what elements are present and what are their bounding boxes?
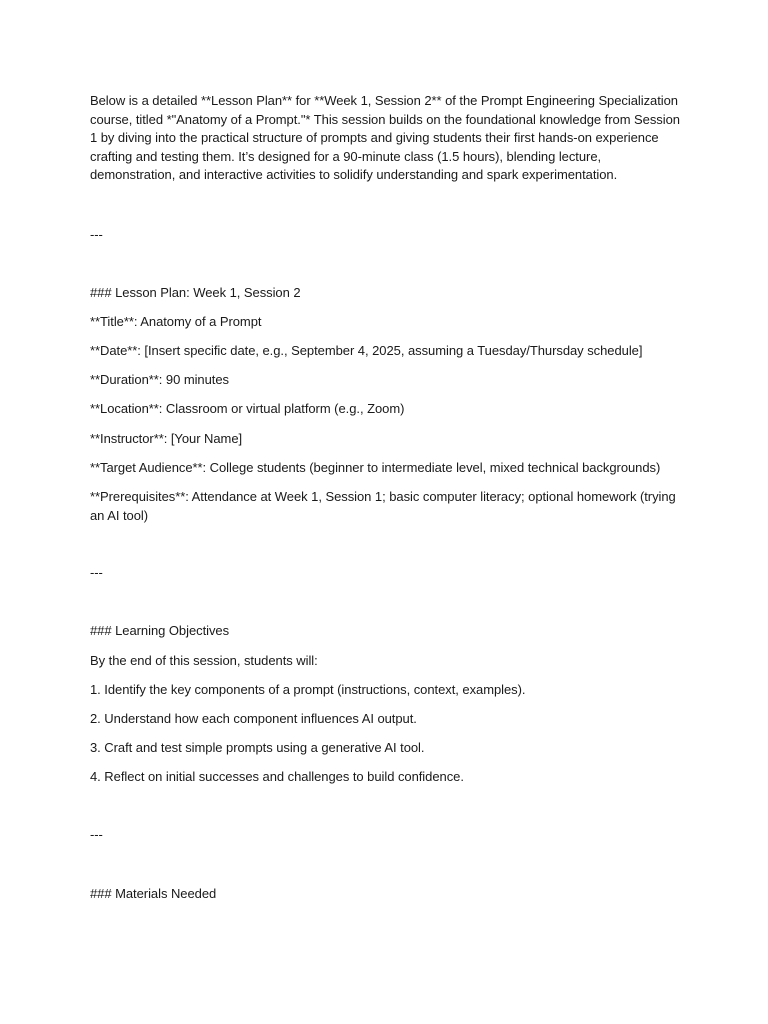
lesson-duration-field: **Duration**: 90 minutes (90, 372, 229, 387)
separator-3: --- (90, 827, 103, 842)
lesson-location-field: **Location**: Classroom or virtual platform (e.g., Zoom) (90, 401, 405, 416)
objective-item: 4. Reflect on initial successes and challenges to build confidence. (90, 769, 464, 784)
lesson-instructor-field: **Instructor**: [Your Name] (90, 431, 243, 446)
lesson-title-field: **Title**: Anatomy of a Prompt (90, 314, 262, 329)
objective-item: 3. Craft and test simple prompts using a generative AI tool. (90, 740, 425, 755)
objectives-lead: By the end of this session, students will: (90, 653, 318, 668)
separator-1: --- (90, 227, 103, 242)
objectives-heading: ### Learning Objectives (90, 623, 230, 638)
intro-paragraph: Below is a detailed **Lesson Plan** for **Week 1, Session 2** of the Prompt Engineering Specialization course, titled *"Anatomy of a Prompt."* This session builds on the foundational knowledge from Session 1 by diving into the practical structure of prompts and giving students their first hands-on experience crafting and testing them. It’s designed for a 90-minute class (1.5 hours), blending lecture, demonstration, and interactive activities to solidify understanding and spark experimentation. (90, 93, 680, 183)
materials-heading: ### Materials Needed (90, 886, 217, 901)
separator-2: --- (90, 565, 103, 580)
objective-item: 1. Identify the key components of a prompt (instructions, context, examples). (90, 682, 526, 697)
lesson-prerequisites-field: **Prerequisites**: Attendance at Week 1, Session 1; basic computer literacy; optional homework (trying an AI tool) (90, 489, 676, 523)
lesson-date-field: **Date**: [Insert specific date, e.g., September 4, 2025, assuming a Tuesday/Thursday schedule] (90, 343, 643, 358)
objective-item: 2. Understand how each component influences AI output. (90, 711, 417, 726)
lesson-audience-field: **Target Audience**: College students (beginner to intermediate level, mixed technical backgrounds) (90, 460, 661, 475)
lesson-plan-heading: ### Lesson Plan: Week 1, Session 2 (90, 285, 301, 300)
